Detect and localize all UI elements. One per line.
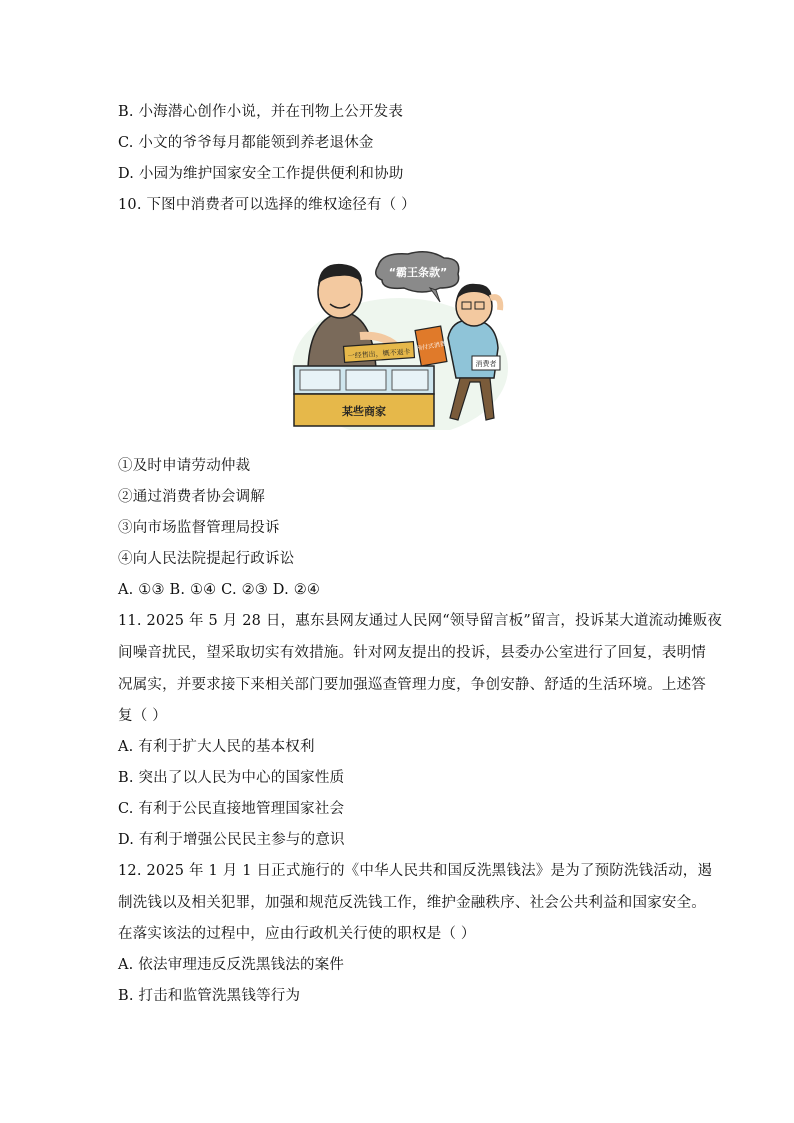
cartoon-illustration: [290, 248, 512, 430]
q11-option-d: D. 有利于增强公民民主参与的意识: [118, 832, 345, 848]
q10-item-4: ④向人民法院提起行政诉讼: [118, 551, 295, 567]
counter-label: 某些商家: [342, 405, 386, 418]
q9-option-d: D. 小园为维护国家安全工作提供便利和协助: [118, 166, 404, 182]
merchant-counter: [294, 366, 434, 426]
q11-stem-line-3: 况属实，并要求接下来相关部门要加强巡查管理力度，争创安静、舒适的生活环境。上述答: [118, 677, 706, 693]
consumer-rights-cartoon: [290, 248, 512, 430]
q10-item-1: ①及时申请劳动仲裁: [118, 458, 251, 474]
q10-stem: 10. 下图中消费者可以选择的维权途径有（ ）: [118, 197, 416, 213]
q11-stem-line-2: 间噪音扰民，望采取切实有效措施。针对网友提出的投诉，县委办公室进行了回复，表明情: [118, 645, 706, 661]
q11-stem-line-4: 复（ ）: [118, 708, 167, 724]
q12-stem-line-3: 在落实该法的过程中，应由行政机关行使的职权是（ ）: [118, 926, 476, 942]
q12-option-b: B. 打击和监管洗黑钱等行为: [118, 988, 301, 1004]
q10-item-3: ③向市场监督管理局投诉: [118, 520, 280, 536]
q12-stem-line-2: 制洗钱以及相关犯罪，加强和规范反洗钱工作，维护金融秩序、社会公共利益和国家安全。: [118, 895, 706, 911]
consumer-tag: 消费者: [475, 360, 497, 368]
q10-item-2: ②通过消费者协会调解: [118, 489, 265, 505]
q9-option-b: B. 小海潜心创作小说，并在刊物上公开发表: [118, 104, 404, 120]
sign-text: 一经售出，概不退卡: [347, 347, 411, 361]
q12-stem-line-1: 12. 2025 年 1 月 1 日正式施行的《中华人民共和国反洗黑钱法》是为了预防洗钱活动，遏: [118, 863, 713, 879]
q10-options: A. ①③ B. ①④ C. ②③ D. ②④: [118, 582, 321, 598]
q9-option-c: C. 小文的爷爷每月都能领到养老退休金: [118, 135, 374, 151]
bubble-text: “霸王条款”: [388, 266, 448, 279]
q11-option-c: C. 有利于公民直接地管理国家社会: [118, 801, 345, 817]
q12-option-a: A. 依法审理违反反洗黑钱法的案件: [118, 957, 345, 973]
q11-option-a: A. 有利于扩大人民的基本权利: [118, 739, 315, 755]
q11-stem-line-1: 11. 2025 年 5 月 28 日，惠东县网友通过人民网“领导留言板”留言，投诉某大道流动摊贩夜: [118, 613, 723, 629]
q11-option-b: B. 突出了以人民为中心的国家性质: [118, 770, 345, 786]
card-text: 预付式消费: [415, 340, 447, 353]
